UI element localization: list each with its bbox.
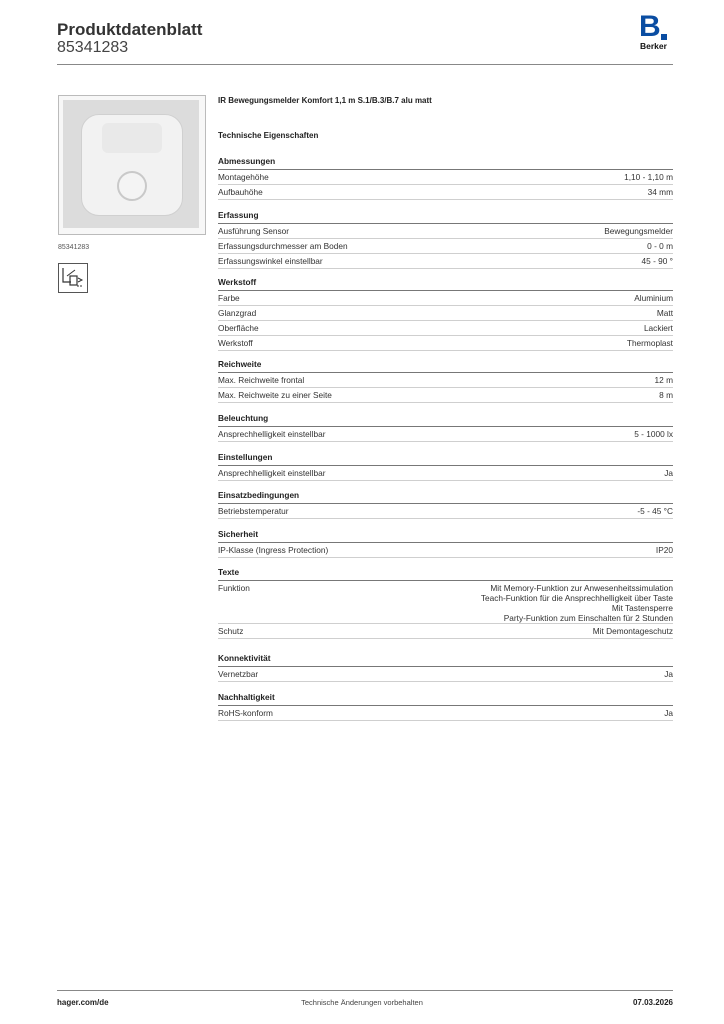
spec-row [218, 254, 673, 269]
spec-value: 8 m [659, 390, 673, 400]
image-caption: 85341283 [58, 244, 90, 251]
group-title: Einsatzbedingungen [218, 490, 300, 500]
spec-value: Mit Memory-Funktion zur Anwesenheitssimulation Teach-Funktion für die Ansprechhelligkeit über Taste Mit Tastensperre Party-Funktion zum Einschalten für 2 Stunden [480, 583, 673, 623]
spec-label: Farbe [218, 293, 240, 303]
spec-value: Lackiert [643, 323, 673, 333]
spec-row [218, 373, 673, 388]
document-title: Produktdatenblatt [57, 20, 203, 39]
spec-label: Schutz [218, 626, 244, 636]
motion-sensor [81, 114, 183, 216]
spec-value: 5 - 1000 lx [634, 429, 673, 439]
spec-group-konnektivität [218, 653, 673, 682]
article-number: 85341283 [57, 39, 129, 56]
group-title: Nachhaltigkeit [218, 692, 275, 702]
spec-group-texte [218, 567, 673, 639]
group-title: Konnektivität [218, 653, 271, 663]
flush-mount-icon [58, 263, 88, 293]
spec-label: Betriebstemperatur [218, 506, 289, 516]
spec-row [218, 466, 673, 481]
spec-row [218, 667, 673, 682]
spec-label: RoHS-konform [218, 708, 273, 718]
spec-value: IP20 [655, 545, 673, 555]
spec-value: Aluminium [634, 293, 673, 303]
spec-label: Aufbauhöhe [218, 187, 263, 197]
spec-group-reichweite [218, 359, 673, 403]
spec-group-werkstoff [218, 277, 673, 351]
spec-group-einsatzbedingungen [218, 490, 673, 519]
spec-group-sicherheit [218, 529, 673, 558]
spec-row [218, 624, 673, 639]
spec-value: Ja [664, 468, 673, 478]
footer-notice: Technische Änderungen vorbehalten [301, 998, 423, 1007]
sensor-knob [117, 171, 147, 201]
spec-value: Matt [656, 308, 673, 318]
spec-label: Vernetzbar [218, 669, 259, 679]
spec-row [218, 427, 673, 442]
spec-value: Mit Demontageschutz [592, 626, 673, 636]
spec-label: Montagehöhe [218, 172, 269, 182]
spec-row [218, 306, 673, 321]
spec-value: Bewegungsmelder [604, 226, 673, 236]
spec-label: Max. Reichweite zu einer Seite [218, 390, 332, 400]
spec-value: Ja [664, 708, 673, 718]
spec-label: IP-Klasse (Ingress Protection) [218, 545, 329, 555]
logo-dot [661, 34, 667, 40]
spec-group-einstellungen [218, 452, 673, 481]
group-title: Sicherheit [218, 529, 259, 539]
group-title: Reichweite [218, 359, 262, 369]
spec-value: 1,10 - 1,10 m [624, 172, 673, 182]
spec-group-erfassung [218, 210, 673, 269]
spec-label: Glanzgrad [218, 308, 257, 318]
spec-group-nachhaltigkeit [218, 692, 673, 721]
section-heading: Technische Eigenschaften [218, 131, 319, 140]
spec-value: -5 - 45 °C [637, 506, 673, 516]
cover-plate [63, 100, 199, 228]
group-title: Texte [218, 567, 240, 577]
spec-group-abmessungen [218, 156, 673, 200]
spec-row [218, 504, 673, 519]
group-title: Erfassung [218, 210, 259, 220]
spec-value: 45 - 90 ° [641, 256, 673, 266]
spec-label: Oberfläche [218, 323, 259, 333]
group-title: Werkstoff [218, 277, 257, 287]
spec-value: 12 m [654, 375, 673, 385]
logo-letter: B [639, 10, 661, 43]
spec-row [218, 170, 673, 185]
spec-label: Erfassungsdurchmesser am Boden [218, 241, 348, 251]
spec-value: Thermoplast [626, 338, 673, 348]
group-title: Abmessungen [218, 156, 276, 166]
spec-row [218, 224, 673, 239]
berker-logo [639, 10, 675, 54]
spec-label: Ansprechhelligkeit einstellbar [218, 429, 326, 439]
spec-label: Ansprechhelligkeit einstellbar [218, 468, 326, 478]
spec-label: Ausführung Sensor [218, 226, 290, 236]
spec-row [218, 706, 673, 721]
group-title: Einstellungen [218, 452, 273, 462]
spec-value: 0 - 0 m [647, 241, 673, 251]
product-image [58, 95, 206, 235]
spec-row [218, 291, 673, 306]
footer-divider [57, 990, 673, 991]
spec-row [218, 336, 673, 351]
spec-label: Funktion [218, 583, 250, 593]
spec-row [218, 321, 673, 336]
spec-row [218, 239, 673, 254]
spec-group-beleuchtung [218, 413, 673, 442]
footer-date: 07.03.2026 [632, 998, 673, 1007]
spec-row [218, 185, 673, 200]
spec-label: Werkstoff [218, 338, 253, 348]
spec-row [218, 581, 673, 624]
logo-brand-text: Berker [640, 41, 667, 51]
spec-value: 34 mm [647, 187, 673, 197]
footer-website[interactable]: hager.com/de [57, 998, 109, 1007]
spec-row [218, 388, 673, 403]
spec-value: Ja [664, 669, 673, 679]
spec-label: Max. Reichweite frontal [218, 375, 305, 385]
spec-label: Erfassungswinkel einstellbar [218, 256, 323, 266]
header-divider [57, 64, 673, 65]
product-name: IR Bewegungsmelder Komfort 1,1 m S.1/B.3/B.7 alu matt [218, 96, 432, 105]
spec-row [218, 543, 673, 558]
sensor-lens [102, 123, 162, 153]
group-title: Beleuchtung [218, 413, 269, 423]
